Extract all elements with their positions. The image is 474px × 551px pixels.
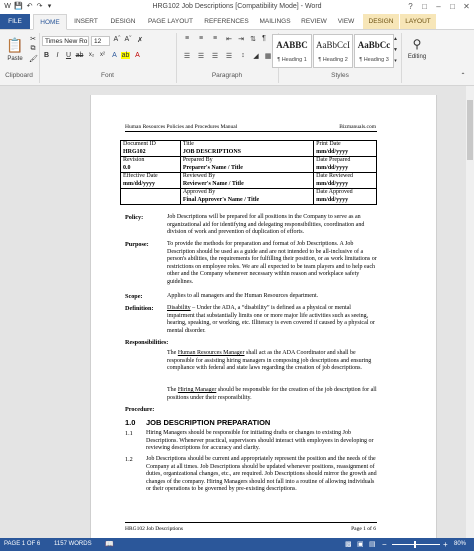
- decrease-indent-icon[interactable]: ⇤: [226, 36, 232, 43]
- cell-value: mm/dd/yyyy: [316, 196, 349, 203]
- document-info-table[interactable]: [120, 140, 377, 205]
- style-heading-2[interactable]: [313, 34, 353, 68]
- item-text: Job Descriptions should be current and appropriately represent the position and the needs of the Company at all times. Job Descriptions should be updated whenever positions, reassignment of duties, organizational changes, etc., are required. Job Descriptions should mirror the growth and changes of the company. Hiring Managers should not fall into a routine of allowing individuals or their operations to be governed by pre-existing descriptions.: [146, 456, 377, 493]
- table-cell[interactable]: [314, 141, 377, 157]
- text-run: The: [167, 387, 178, 393]
- scope-label: Scope:: [125, 293, 143, 300]
- line-spacing-icon[interactable]: ↕: [241, 52, 245, 59]
- tab-table-design[interactable]: DESIGN: [363, 14, 399, 29]
- cell-label: Date Prepared: [316, 157, 351, 163]
- cell-label: Title: [182, 141, 194, 147]
- multilevel-list-icon[interactable]: ≡: [212, 35, 218, 42]
- style-heading-3[interactable]: [354, 34, 394, 68]
- format-painter-icon[interactable]: 🖌: [29, 56, 38, 63]
- group-clipboard-label: Clipboard: [5, 72, 33, 79]
- paste-icon[interactable]: 📋: [6, 37, 24, 53]
- style-name: ¶ Heading 1: [277, 57, 307, 63]
- print-layout-icon[interactable]: ▣: [357, 541, 364, 548]
- undo-icon[interactable]: ↶: [26, 3, 33, 10]
- tab-home[interactable]: HOME: [33, 14, 67, 30]
- cell-label: Approved By: [182, 189, 216, 195]
- responsibility-hiring-manager: [167, 387, 377, 402]
- zoom-slider[interactable]: [392, 544, 440, 545]
- divider: [401, 33, 402, 83]
- scope-text: Applies to all managers and the Human Resources department.: [167, 293, 319, 299]
- ribbon: [0, 30, 474, 86]
- strikethrough-icon[interactable]: ab: [75, 52, 84, 59]
- table-row: [121, 173, 377, 189]
- tab-file[interactable]: FILE: [0, 14, 30, 29]
- style-heading-1[interactable]: [272, 34, 312, 68]
- cell-value: HRG102: [123, 148, 146, 155]
- cell-value: Final Approver's Name / Title: [182, 196, 260, 203]
- increase-indent-icon[interactable]: ⇥: [238, 36, 244, 43]
- tab-review[interactable]: REVIEW: [301, 18, 327, 25]
- editing-label[interactable]: Editing: [407, 54, 427, 60]
- table-cell[interactable]: [314, 189, 377, 205]
- responsibility-hr-manager: [167, 350, 377, 373]
- definition-term: Disability: [167, 305, 191, 311]
- font-name-field[interactable]: Times New Ro: [42, 36, 89, 46]
- tab-design[interactable]: DESIGN: [110, 18, 136, 25]
- style-name: ¶ Heading 2: [318, 57, 348, 63]
- cell-value: mm/dd/yyyy: [316, 148, 349, 155]
- cell-label: Revision: [123, 157, 145, 163]
- item-text: Hiring Managers should be responsible for initiating drafts or changes to existing Job Descriptions. Whenever practical, supervisors should interact with employees in developing or reviewing descriptions for accuracy and clarity.: [146, 430, 374, 452]
- cell-label: Document ID: [123, 141, 156, 147]
- cell-value: Reviewer's Name / Title: [182, 180, 244, 187]
- style-preview: AaBbCc: [357, 40, 391, 50]
- align-right-icon[interactable]: ☰: [211, 53, 219, 60]
- cell-label: Prepared By: [182, 157, 213, 163]
- proofing-icon[interactable]: 📖: [105, 541, 114, 548]
- subscript-icon[interactable]: x₂: [88, 52, 95, 58]
- cell-value: Preparer's Name / Title: [182, 164, 243, 171]
- styles-scroll-up-icon[interactable]: ▲: [393, 36, 398, 42]
- styles-more-icon[interactable]: ▾: [394, 58, 397, 64]
- shading-icon[interactable]: ◢: [253, 53, 259, 60]
- minimize-button[interactable]: –: [436, 2, 441, 11]
- cell-value: JOB DESCRIPTIONS: [182, 148, 241, 155]
- zoom-level[interactable]: 80%: [454, 541, 467, 547]
- text-effects-icon[interactable]: A: [112, 52, 117, 59]
- cell-label: Effective Date: [123, 173, 158, 179]
- bullets-icon[interactable]: ≡: [184, 35, 190, 42]
- cell-value: 0.0: [123, 164, 131, 171]
- tab-table-layout[interactable]: LAYOUT: [400, 14, 436, 29]
- cell-label: Date Approved: [316, 189, 353, 195]
- highlight-icon[interactable]: ab: [121, 52, 130, 59]
- title-bar: [0, 0, 474, 14]
- vertical-scrollbar[interactable]: [466, 86, 474, 538]
- group-font-label: Font: [100, 72, 114, 79]
- section-number: 1.0: [125, 418, 136, 427]
- cell-value: mm/dd/yyyy: [123, 180, 156, 187]
- grow-font-icon[interactable]: Aˆ: [113, 36, 121, 43]
- status-bar: [0, 538, 474, 551]
- cell-label: Date Reviewed: [316, 173, 353, 179]
- customize-qat-icon[interactable]: ▾: [47, 3, 52, 10]
- cell-label: Reviewed By: [182, 173, 216, 179]
- cell-value: mm/dd/yyyy: [316, 164, 349, 171]
- table-cell[interactable]: [180, 189, 313, 205]
- text-run: The: [167, 350, 178, 356]
- tab-mailings[interactable]: MAILINGS: [259, 18, 291, 25]
- clear-formatting-icon[interactable]: ✗: [137, 37, 143, 44]
- font-color-icon[interactable]: A: [135, 52, 140, 59]
- borders-icon[interactable]: ▦: [264, 53, 272, 60]
- word-count[interactable]: 1157 WORDS: [54, 541, 92, 547]
- help-button[interactable]: ?: [408, 2, 413, 11]
- table-cell[interactable]: [180, 141, 313, 157]
- header-rule: [125, 131, 377, 132]
- cell-value: mm/dd/yyyy: [316, 180, 349, 187]
- page-footer-right: Page 1 of 6: [351, 526, 376, 532]
- show-marks-icon[interactable]: ¶: [262, 35, 266, 42]
- table-row: [121, 141, 377, 157]
- page-header-right: Bizmanuals.com: [339, 124, 376, 130]
- zoom-slider-thumb[interactable]: [414, 541, 416, 548]
- web-layout-icon[interactable]: ▤: [369, 541, 376, 548]
- procedure-label: Procedure:: [125, 406, 155, 413]
- item-number: 1.2: [125, 456, 133, 463]
- group-paragraph-label: Paragraph: [211, 72, 243, 79]
- table-cell[interactable]: [180, 157, 313, 173]
- italic-button[interactable]: I: [56, 52, 59, 59]
- purpose-label: Purpose:: [125, 241, 149, 248]
- table-cell[interactable]: [314, 157, 377, 173]
- tab-view[interactable]: VIEW: [337, 18, 355, 25]
- cut-icon[interactable]: ✂: [30, 36, 36, 43]
- text-run: shall act as the ADA Coordinator and shall be responsible for assisting hiring managers in composing job descriptions and ensuring compliance with federal and state laws regarding the creation of job descriptions.: [167, 350, 372, 372]
- word-logo-icon: W: [4, 3, 11, 10]
- definition-label: Definition:: [125, 305, 154, 312]
- maximize-button[interactable]: □: [450, 2, 455, 11]
- role-term: Human Resources Manager: [177, 350, 245, 356]
- item-number: 1.1: [125, 430, 133, 437]
- align-left-icon[interactable]: ☰: [183, 53, 191, 60]
- copy-icon[interactable]: ⧉: [30, 45, 36, 52]
- definition-text: – Under the ADA, a “disability” is defined as a physical or mental impairment that substantially limits one or more major life activities such as seeing, hearing, speaking, or working, etc. Illiteracy is even covered if caused by a physical or mental disorder.: [167, 305, 375, 334]
- font-size-field[interactable]: 12: [91, 36, 110, 46]
- purpose-text: To provide the methods for preparation and format of Job Descriptions. A Job Description should be used as a guide and are not intended to be all-inclusive of a person's abilities, the requirements for fulfilling their position, or as work limitations or restrictions on employee roles. We are all expected to be team players and to help each other and the Company whenever necessary within reason and workplace safety guidelines.: [167, 241, 377, 285]
- window-title: HRG102 Job Descriptions [Compatibility Mode] - Word: [152, 3, 322, 10]
- style-name: ¶ Heading 3: [359, 57, 389, 63]
- justify-icon[interactable]: ☰: [225, 53, 233, 60]
- tab-page-layout[interactable]: PAGE LAYOUT: [148, 18, 193, 25]
- superscript-icon[interactable]: x²: [100, 52, 105, 58]
- table-row: [121, 157, 377, 173]
- tab-insert[interactable]: INSERT: [74, 18, 98, 25]
- collapse-ribbon-icon[interactable]: ⌃: [460, 73, 466, 79]
- save-icon[interactable]: 💾: [14, 3, 23, 10]
- definition-paragraph: [167, 305, 377, 335]
- responsibilities-label: Responsibilities:: [125, 339, 169, 346]
- table-cell[interactable]: [121, 189, 181, 205]
- table-row: [121, 189, 377, 205]
- sort-icon[interactable]: ⇅: [250, 36, 256, 43]
- section-title: JOB DESCRIPTION PREPARATION: [146, 418, 271, 427]
- ribbon-tabs: [0, 14, 474, 30]
- table-cell[interactable]: [180, 173, 313, 189]
- policy-text: Job Descriptions will be prepared for all positions in the Company to serve as an organizational aid for identifying and delegating responsibilities, coordination and division of work and prevention of duplication of efforts.: [167, 214, 365, 236]
- table-cell[interactable]: [121, 141, 181, 157]
- page-count[interactable]: PAGE 1 OF 6: [4, 541, 41, 547]
- redo-icon[interactable]: ↷: [36, 3, 43, 10]
- table-cell[interactable]: [121, 173, 181, 189]
- group-styles-label: Styles: [331, 72, 349, 79]
- policy-label: Policy:: [125, 214, 144, 221]
- find-icon[interactable]: ⚲: [412, 37, 422, 51]
- scrollbar-thumb[interactable]: [467, 100, 473, 160]
- footer-rule: [125, 522, 377, 523]
- close-button[interactable]: ✕: [463, 2, 470, 11]
- underline-button[interactable]: U: [65, 52, 72, 59]
- table-cell[interactable]: [121, 157, 181, 173]
- shrink-font-icon[interactable]: Aˇ: [124, 36, 132, 43]
- zoom-in-icon[interactable]: +: [443, 540, 448, 549]
- text-run: should be responsible for the creation of the job description for all positions under their responsibility.: [167, 387, 377, 401]
- numbering-icon[interactable]: ≡: [198, 35, 204, 42]
- style-preview: AaBbCcI: [316, 40, 350, 50]
- table-cell[interactable]: [314, 173, 377, 189]
- paste-label[interactable]: Paste: [7, 56, 23, 62]
- align-center-icon[interactable]: ☰: [197, 53, 205, 60]
- bold-button[interactable]: B: [43, 52, 50, 59]
- zoom-out-icon[interactable]: −: [382, 540, 387, 549]
- style-preview: AABBC: [276, 40, 308, 50]
- page-header-left: Human Resources Policies and Procedures Manual: [125, 124, 238, 130]
- page-footer-left: HRG102 Job Descriptions: [125, 526, 184, 532]
- styles-scroll-down-icon[interactable]: ▼: [393, 47, 398, 53]
- cell-label: Print Date: [316, 141, 341, 147]
- read-mode-icon[interactable]: ▩: [345, 541, 352, 548]
- tab-references[interactable]: REFERENCES: [204, 18, 249, 25]
- ribbon-display-button[interactable]: □: [422, 2, 427, 11]
- role-term: Hiring Manager: [177, 387, 217, 393]
